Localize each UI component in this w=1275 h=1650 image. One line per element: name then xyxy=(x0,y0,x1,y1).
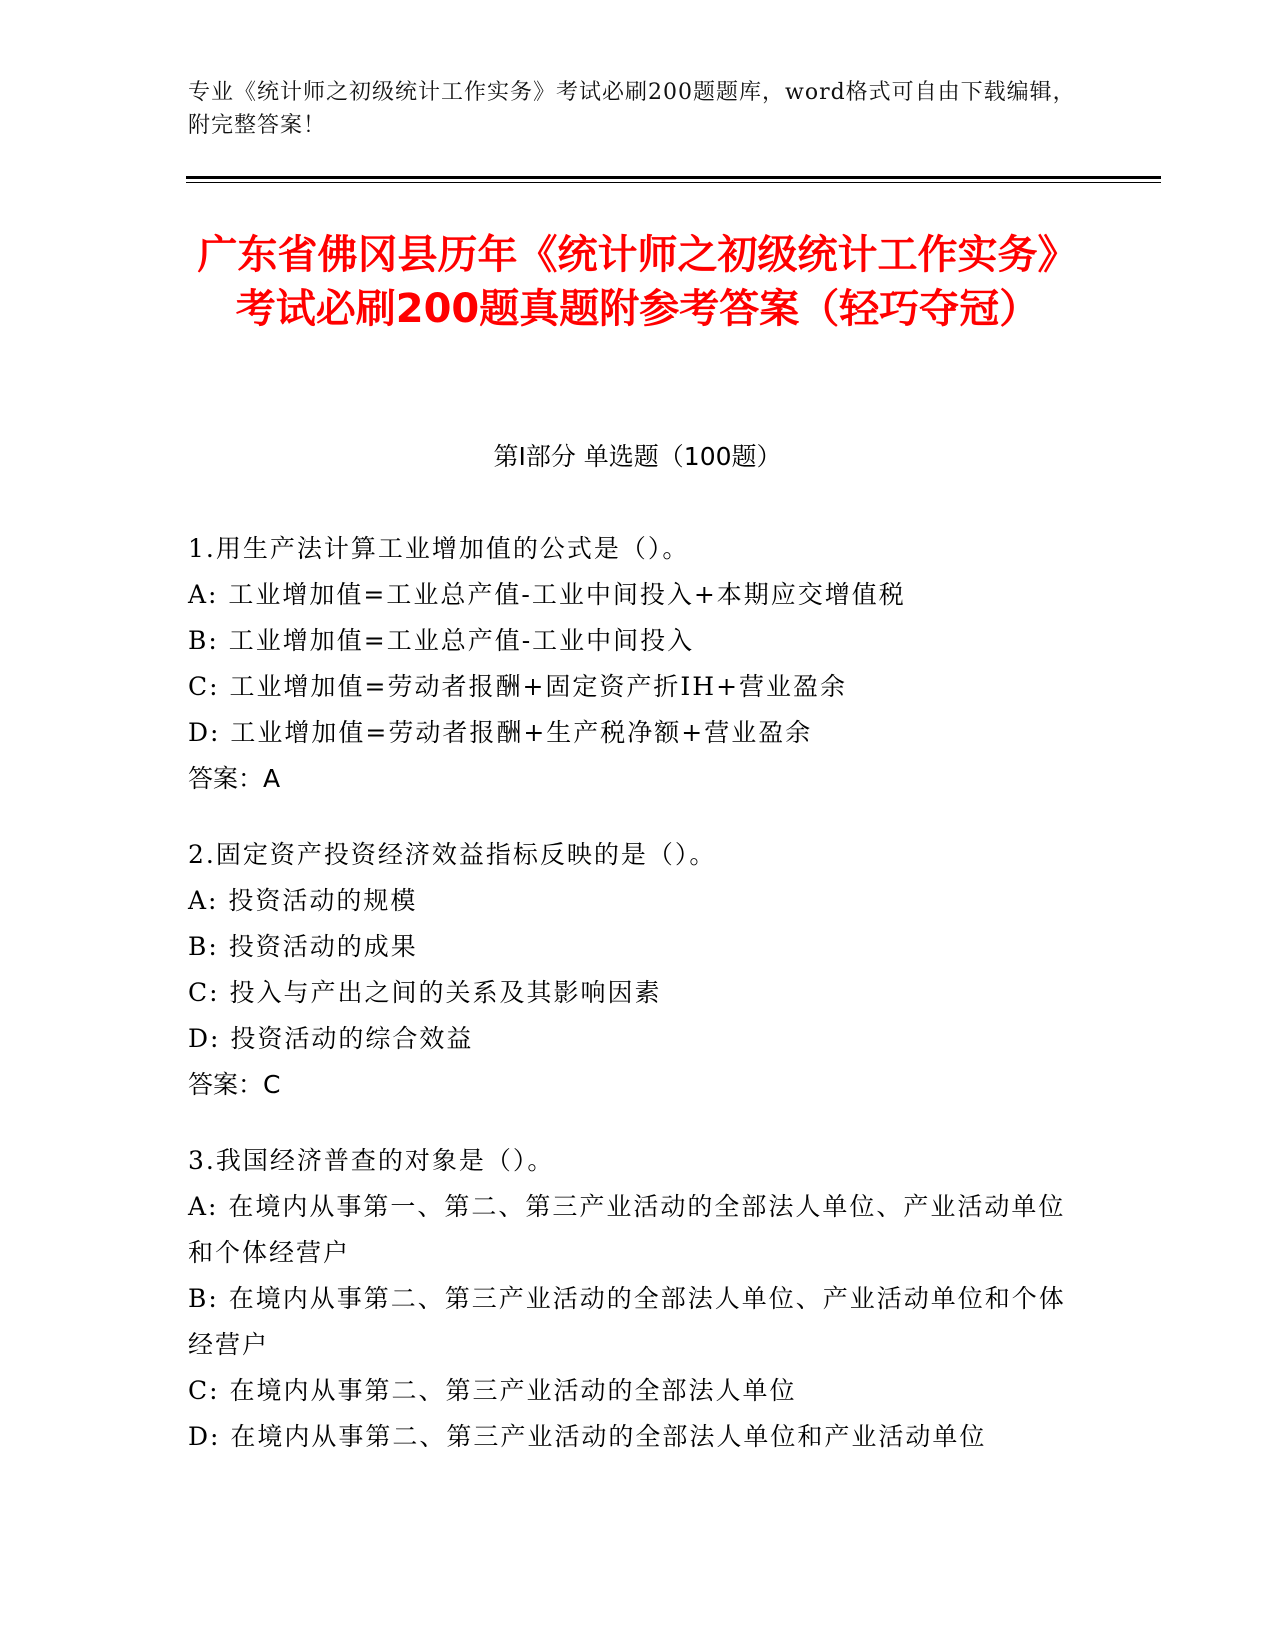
question-list xyxy=(188,526,1088,1490)
answer-line xyxy=(188,756,1088,802)
option-c: C: 在境内从事第二、第三产业活动的全部法人单位 xyxy=(188,1376,797,1405)
header-note: 专业《统计师之初级统计工作实务》考试必刷200题题库，word格式可自由下载编辑，附完整答案！ xyxy=(188,80,1076,138)
option-b: B: 在境内从事第二、第三产业活动的全部法人单位、产业活动单位和个体经营户 xyxy=(188,1284,1066,1359)
option-c: C: 投入与产出之间的关系及其影响因素 xyxy=(188,978,662,1007)
option-d: D: 工业增加值=劳动者报酬+生产税净额+营业盈余 xyxy=(188,718,813,747)
question-stem: 3.我国经济普查的对象是（）。 xyxy=(188,1146,555,1175)
answer-label: 答案： xyxy=(188,1070,264,1099)
question-stem: 1.用生产法计算工业增加值的公式是（）。 xyxy=(188,534,690,563)
option-b: B: 工业增加值=工业总产值-工业中间投入 xyxy=(188,626,695,655)
header-divider-thin xyxy=(186,182,1161,183)
option-a: A: 在境内从事第一、第二、第三产业活动的全部法人单位、产业活动单位和个体经营户 xyxy=(188,1192,1066,1267)
answer-value: C xyxy=(263,1070,281,1099)
option-b: B: 投资活动的成果 xyxy=(188,932,418,961)
question-2 xyxy=(188,832,1088,1108)
option-d: D: 在境内从事第二、第三产业活动的全部法人单位和产业活动单位 xyxy=(188,1422,987,1451)
header-divider-thick xyxy=(186,176,1161,179)
document-title: 广东省佛冈县历年《统计师之初级统计工作实务》考试必刷200题真题附参考答案（轻巧夺冠） xyxy=(197,232,1078,332)
option-a: A: 工业增加值=工业总产值-工业中间投入+本期应交增值税 xyxy=(188,580,906,609)
question-3 xyxy=(188,1138,1088,1460)
answer-line xyxy=(188,1062,1088,1108)
option-d: D: 投资活动的综合效益 xyxy=(188,1024,474,1053)
section-title: 第Ⅰ部分 单选题（100题） xyxy=(493,442,782,471)
option-a: A: 投资活动的规模 xyxy=(188,886,418,915)
question-1 xyxy=(188,526,1088,802)
option-c: C: 工业增加值=劳动者报酬+固定资产折IH+营业盈余 xyxy=(188,672,848,701)
answer-value: A xyxy=(263,764,281,793)
answer-label: 答案： xyxy=(188,764,264,793)
question-stem: 2.固定资产投资经济效益指标反映的是（）。 xyxy=(188,840,717,869)
